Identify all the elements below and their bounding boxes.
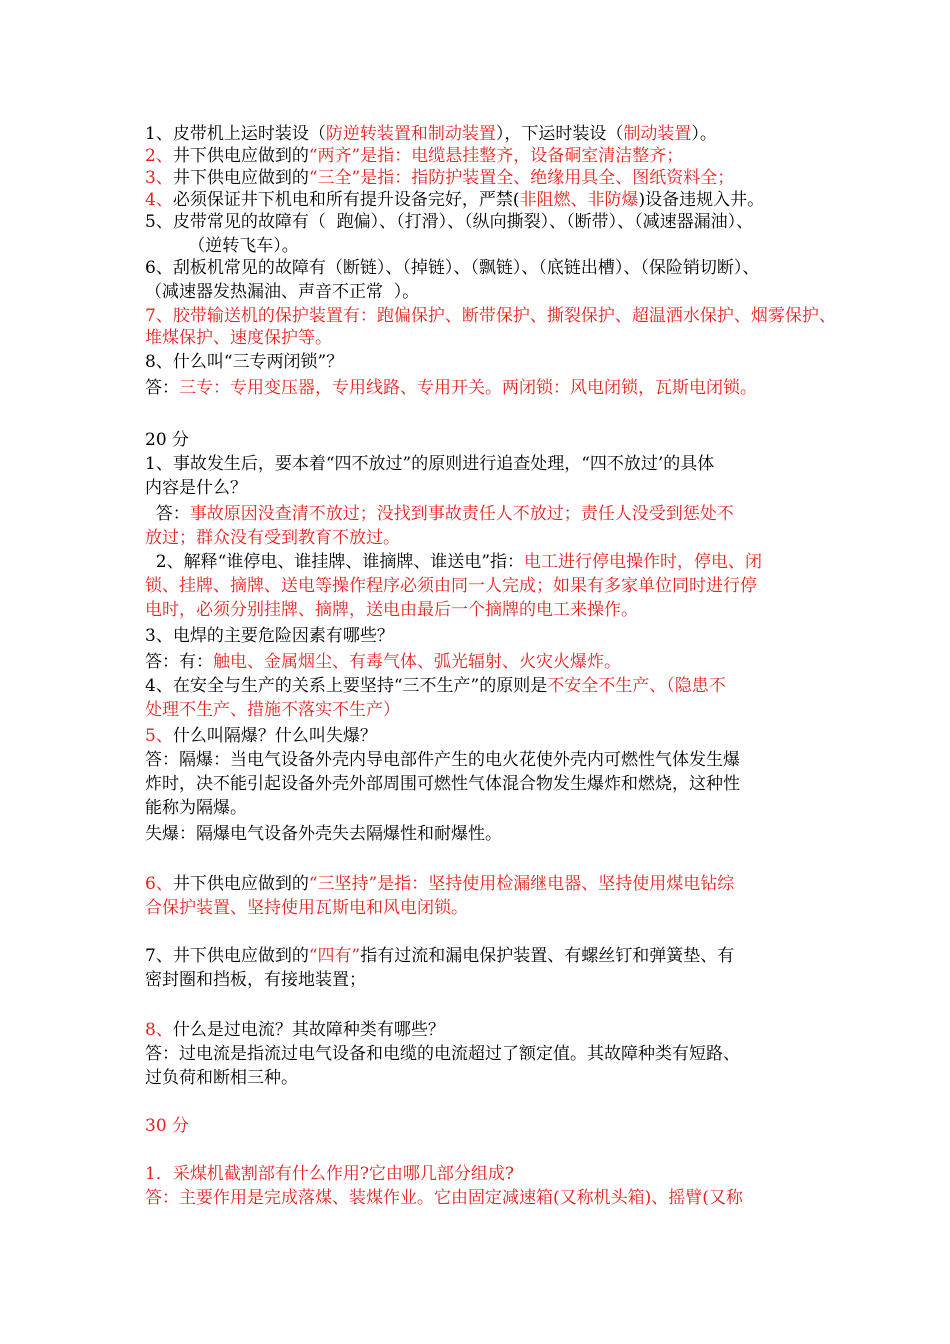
body-text: 答：隔爆：当电气设备外壳内导电部件产生的电火花使外壳内可燃性气体发生爆 xyxy=(145,750,740,770)
highlighted-text: “三坚持”是指：坚持使用检漏继电器、坚持使用煤电钻综 xyxy=(308,874,735,894)
highlighted-text: 3、 xyxy=(145,168,173,188)
body-text: 答：过电流是指流过电气设备和电缆的电流超过了额定值。其故障种类有短路、 xyxy=(145,1044,740,1064)
text-line xyxy=(145,823,502,845)
highlighted-text: 制动装置 xyxy=(623,124,692,144)
highlighted-text: 1．采煤机截割部有什么作用?它由哪几部分组成? xyxy=(145,1164,515,1184)
text-line xyxy=(145,969,366,991)
body-text: ）。 xyxy=(691,124,717,144)
body-text: 井下供电应做到的 xyxy=(172,874,309,894)
highlighted-text: 处理不生产、措施不落实不生产） xyxy=(145,700,400,720)
text-line xyxy=(145,1019,445,1041)
text-line xyxy=(145,257,759,279)
highlighted-text: 放过；群众没有受到教育不放过。 xyxy=(145,528,400,548)
body-text: 能称为隔爆。 xyxy=(145,798,247,818)
text-line xyxy=(145,123,717,145)
body-text: 炸时，决不能引起设备外壳外部周围可燃性气体混合物发生爆炸和燃烧，这种性 xyxy=(145,774,740,794)
text-line xyxy=(145,625,394,647)
highlighted-text: 防逆转装置和制动装置 xyxy=(325,124,496,144)
text-line xyxy=(145,1187,743,1209)
body-text: 1、事故发生后，要本着“四不放过”的原则进行追查处理，“四不放过’的具体 xyxy=(145,454,715,474)
body-text: 8、什么叫“三专两闭锁”？ xyxy=(145,352,344,372)
text-line xyxy=(145,897,468,919)
highlighted-text: “四有” xyxy=(308,946,361,966)
text-line xyxy=(145,725,377,747)
body-text: 内容是什么？ xyxy=(145,478,247,498)
highlighted-text: 30 分 xyxy=(145,1116,190,1136)
text-line xyxy=(145,1115,189,1137)
text-line xyxy=(145,699,400,721)
highlighted-text: 堆煤保护、速度保护等。 xyxy=(145,328,332,348)
text-line xyxy=(145,1067,298,1089)
text-line xyxy=(145,675,726,697)
highlighted-text: 非阻燃、非防爆 xyxy=(519,190,639,210)
text-line xyxy=(145,599,638,621)
text-line xyxy=(145,873,734,895)
body-text: 答：有： xyxy=(145,652,213,672)
text-line xyxy=(145,1043,740,1065)
text-line xyxy=(145,749,740,771)
highlighted-text: 不安全不生产、（隐患不 xyxy=(547,676,726,696)
highlighted-text: 8、 xyxy=(145,1020,173,1040)
highlighted-text: 三专：专用变压器，专用线路、专用开关。两闭锁：风电闭锁，瓦斯电闭锁。 xyxy=(179,378,757,398)
highlighted-text: 触电、金属烟尘、有毒气体、弧光辐射、火灾火爆炸。 xyxy=(213,652,621,672)
text-line xyxy=(145,503,734,525)
highlighted-text: 4、 xyxy=(145,190,173,210)
body-text: （减速器发热漏油、声音不正常 ）。 xyxy=(145,282,420,302)
text-line xyxy=(145,189,764,211)
text-line xyxy=(145,945,734,967)
body-text: )设备违规入井。 xyxy=(638,190,765,210)
highlighted-text: 事故原因没查清不放过；没找到事故责任人不放过；责任人没受到惩处不 xyxy=(189,504,734,524)
text-line xyxy=(145,773,740,795)
text-line xyxy=(145,167,734,189)
text-line xyxy=(145,1163,514,1185)
body-text: 7、井下供电应做到的 xyxy=(145,946,309,966)
body-text: 20 分 xyxy=(145,430,190,450)
text-line xyxy=(145,327,332,349)
body-text: （逆转飞车）。 xyxy=(145,236,299,256)
body-text: ），下运时装设（ xyxy=(495,124,624,144)
body-text: 必须保证井下机电和所有提升设备完好，严禁( xyxy=(172,190,520,210)
highlighted-text: 2、 xyxy=(145,146,173,166)
text-line xyxy=(145,211,753,233)
text-line xyxy=(145,305,836,327)
body-text: 答： xyxy=(145,378,179,398)
highlighted-text: “三全”是指：指防护装置全、绝缘用具全、图纸资料全； xyxy=(308,168,735,188)
highlighted-text: 答：主要作用是完成落煤、装煤作业。它由固定减速箱(又称机头箱)、摇臂(又称 xyxy=(145,1188,743,1208)
body-text: 密封圈和挡板，有接地装置； xyxy=(145,970,366,990)
body-text: 指有过流和漏电保护装置、有螺丝钉和弹簧垫、有 xyxy=(360,946,735,966)
body-text: 1、 xyxy=(145,124,173,144)
highlighted-text: 锁、挂牌、摘牌、送电等操作程序必须由同一人完成；如果有多家单位同时进行停 xyxy=(145,576,757,596)
highlighted-text: 6、 xyxy=(145,874,173,894)
text-line xyxy=(145,651,621,673)
highlighted-text: 7、胶带输送机的保护装置有：跑偏保护、断带保护、撕裂保护、超温洒水保护、烟雾保护、 xyxy=(145,306,836,326)
body-text: 3、电焊的主要危险因素有哪些？ xyxy=(145,626,394,646)
text-line xyxy=(145,377,757,399)
body-text: 过负荷和断相三种。 xyxy=(145,1068,298,1088)
text-line xyxy=(145,797,247,819)
text-line xyxy=(145,145,683,167)
highlighted-text: “两齐”是指：电缆悬挂整齐，设备硐室清洁整齐； xyxy=(308,146,684,166)
body-text: 5、皮带常见的故障有（ 跑偏）、（打滑）、（纵向撕裂）、（断带）、（减速器漏油）、 xyxy=(145,212,754,232)
text-line xyxy=(145,453,714,475)
highlighted-text: 合保护装置、坚持使用瓦斯电和风电闭锁。 xyxy=(145,898,468,918)
body-text: 6、刮板机常见的故障有（断链）、（掉链）、（飘链）、（底链出槽）、（保险销切断）、 xyxy=(145,258,760,278)
body-text: 失爆：隔爆电气设备外壳失去隔爆性和耐爆性。 xyxy=(145,824,502,844)
body-text: 2、解释“谁停电、谁挂牌、谁摘牌、谁送电”指： xyxy=(145,552,525,572)
text-line xyxy=(145,351,343,373)
body-text: 皮带机上运时装设（ xyxy=(172,124,326,144)
text-line xyxy=(145,429,189,451)
highlighted-text: 5、 xyxy=(145,726,173,746)
text-line xyxy=(145,551,762,573)
text-line xyxy=(145,575,757,597)
body-text: 4、在安全与生产的关系上要坚持“三不生产”的原则是 xyxy=(145,676,548,696)
text-line xyxy=(145,281,419,303)
text-line xyxy=(145,235,299,257)
highlighted-text: 电工进行停电操作时，停电、闭 xyxy=(524,552,763,572)
body-text: 什么叫隔爆？什么叫失爆？ xyxy=(172,726,377,746)
body-text: 答： xyxy=(145,504,190,524)
highlighted-text: 电时，必须分别挂牌、摘牌，送电由最后一个摘牌的电工来操作。 xyxy=(145,600,638,620)
body-text: 井下供电应做到的 xyxy=(172,168,309,188)
text-line xyxy=(145,477,247,499)
body-text: 什么是过电流？其故障种类有哪些？ xyxy=(172,1020,445,1040)
text-line xyxy=(145,527,400,549)
body-text: 井下供电应做到的 xyxy=(172,146,309,166)
